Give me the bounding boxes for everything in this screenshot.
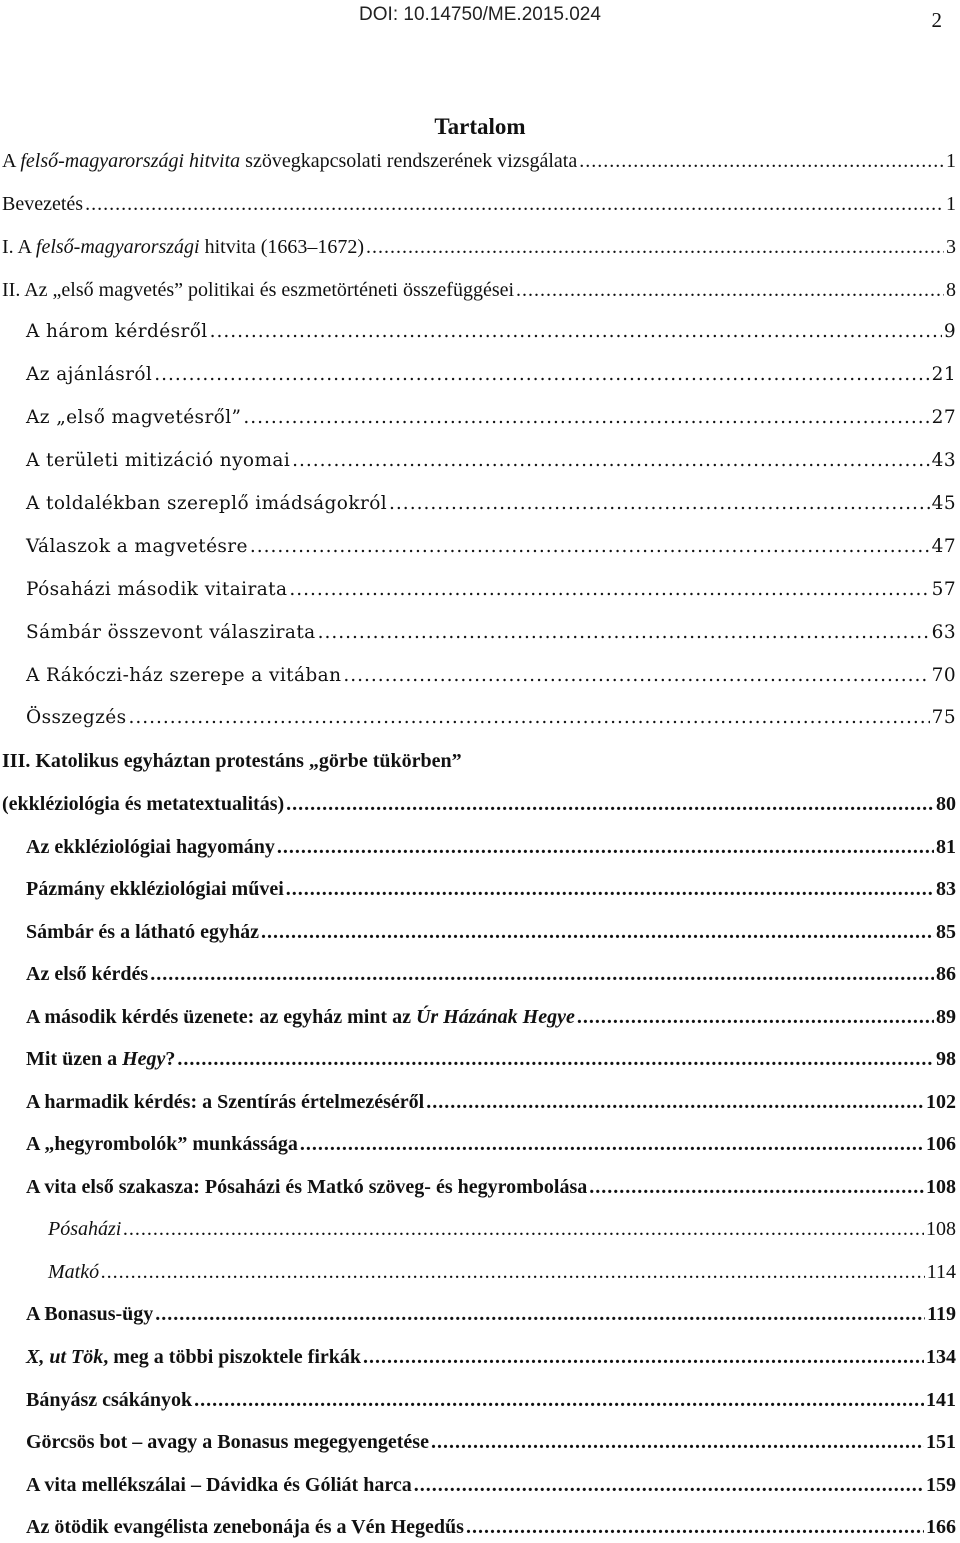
dot-leader [123, 1214, 924, 1244]
toc-entry-label: Pázmány ekkléziológiai művei [26, 878, 284, 900]
toc-entry[interactable] [0, 1129, 960, 1159]
toc-entry-label: Az ajánlásról [26, 364, 153, 385]
dot-leader [516, 275, 944, 305]
dot-leader [389, 489, 930, 519]
dot-leader [366, 232, 944, 262]
toc-entry-page: 85 [936, 921, 956, 943]
toc-entry-label-italic: Hegy [122, 1048, 166, 1070]
toc-entry[interactable] [0, 1385, 960, 1415]
dot-leader [250, 532, 930, 562]
toc-entry-page: 134 [926, 1346, 956, 1368]
toc-entry-label: II. Az „első magvetés” politikai és eszmetörténeti összefüggései [2, 279, 515, 301]
toc-entry-page: 3 [946, 236, 956, 258]
toc-entry[interactable] [0, 917, 960, 947]
toc-entry-page: 106 [926, 1133, 956, 1155]
dot-leader [101, 1257, 925, 1287]
toc-entry-label: A Rákóczi-ház szerepe a vitában [26, 665, 342, 686]
toc-entry[interactable] [0, 618, 960, 648]
toc-entry-label: , meg a többi piszoktele firkák [103, 1346, 362, 1368]
toc-entry-label: Pósaházi [48, 1218, 122, 1240]
toc-entry[interactable] [0, 575, 960, 605]
toc-entry-page: 119 [927, 1303, 956, 1325]
dot-leader [292, 446, 930, 476]
toc-entry-heading[interactable] [0, 746, 960, 776]
dot-leader [150, 959, 934, 989]
toc-entry-label: A harmadik kérdés: a Szentírás értelmezéséről [26, 1091, 425, 1113]
toc-entry[interactable] [0, 789, 960, 819]
toc-entry-page: 86 [936, 963, 956, 985]
toc-entry-page: 1 [946, 150, 956, 172]
toc-entry-label: A toldalékban szereplő imádságokról [26, 493, 388, 514]
toc-entry-page: 80 [936, 793, 956, 815]
dot-leader [466, 1512, 924, 1542]
toc-entry-page: 45 [931, 493, 956, 514]
dot-leader [318, 618, 930, 648]
dot-leader [579, 146, 944, 176]
toc-entry-page: 166 [926, 1516, 956, 1538]
toc-entry-page: 151 [926, 1431, 956, 1453]
dot-leader [414, 1470, 924, 1500]
toc-entry[interactable] [0, 489, 960, 519]
toc-entry[interactable] [0, 232, 960, 262]
toc-entry-label-italic: X, ut Tök [26, 1346, 104, 1368]
toc-entry[interactable] [0, 446, 960, 476]
toc-entry-label-italic: felső-magyarországi hitvita [20, 150, 241, 172]
toc-entry-page: 70 [931, 665, 956, 686]
doi-header: DOI: 10.14750/ME.2015.024 [359, 4, 601, 25]
toc-entry-page: 27 [931, 407, 956, 428]
toc-entry[interactable] [0, 959, 960, 989]
toc-entry-label: ? [165, 1048, 176, 1070]
toc-entry-page: 159 [926, 1474, 956, 1496]
toc-entry[interactable] [0, 1214, 960, 1244]
toc-entry-label: A második kérdés üzenete: az egyház mint az [26, 1006, 416, 1028]
toc-entry-page: 1 [946, 193, 956, 215]
dot-leader [154, 360, 929, 390]
toc-entry[interactable] [0, 1172, 960, 1202]
page-number: 2 [931, 8, 942, 32]
dot-leader [363, 1342, 924, 1372]
toc-entry-label: Az ötödik evangélista zenebonája és a Vén Hegedűs [26, 1516, 464, 1538]
toc-entry-label: I. A [2, 236, 36, 258]
toc-entry[interactable] [0, 1342, 960, 1372]
dot-leader [286, 789, 934, 819]
toc-entry[interactable] [0, 403, 960, 433]
dot-leader [431, 1427, 924, 1457]
toc-entry[interactable] [0, 1512, 960, 1542]
toc-entry-label: Pósaházi második vitairata [26, 579, 288, 600]
toc-entry-page: 81 [936, 836, 956, 858]
toc-entry[interactable] [0, 1002, 960, 1032]
toc-entry-label: A három kérdésről [26, 321, 208, 342]
toc-entry[interactable] [0, 1257, 960, 1287]
dot-leader [289, 575, 929, 605]
toc-entry-label: A vita első szakasza: Pósaházi és Matkó szöveg- és hegyrombolása [26, 1176, 588, 1198]
toc-entry-page: 89 [936, 1006, 956, 1028]
toc-entry-label: Matkó [48, 1261, 100, 1283]
dot-leader [128, 703, 929, 733]
toc-entry[interactable] [0, 146, 960, 176]
toc-entry-page: 21 [931, 364, 956, 385]
toc-entry-label: Mit üzen a [26, 1048, 123, 1070]
toc-entry[interactable] [0, 532, 960, 562]
toc-entry[interactable] [0, 189, 960, 219]
toc-entry-label: Görcsös bot – avagy a Bonasus megegyengetése [26, 1431, 429, 1453]
toc-entry[interactable] [0, 317, 960, 347]
toc-entry-label: Az ekkléziológiai hagyomány [26, 836, 275, 858]
toc-entry-label: Az „első magvetésről” [26, 407, 242, 428]
toc-entry-page: 9 [943, 321, 956, 342]
toc-entry[interactable] [0, 1044, 960, 1074]
dot-leader [426, 1087, 924, 1117]
toc-entry-label-italic: Úr Házának Hegye [415, 1006, 575, 1028]
toc-entry-page: 108 [926, 1176, 956, 1198]
toc-entry-page: 141 [926, 1389, 956, 1411]
toc-entry[interactable] [0, 832, 960, 862]
toc-entry-page: 47 [931, 536, 956, 557]
toc-entry[interactable] [0, 661, 960, 691]
toc-entry-label: Válaszok a magvetésre [26, 536, 248, 557]
toc-entry-label: III. Katolikus egyháztan protestáns „görbe tükörben” [2, 750, 462, 772]
toc-entry-page: 98 [936, 1048, 956, 1070]
dot-leader [286, 874, 934, 904]
toc-entry-label: Sámbár és a látható egyház [26, 921, 259, 943]
toc-entry[interactable] [0, 874, 960, 904]
toc-entry-label: Bányász csákányok [26, 1389, 193, 1411]
toc-entry-label: hitvita (1663–1672) [199, 236, 365, 258]
toc-entry-label: A területi mitizáció nyomai [26, 450, 291, 471]
toc-entry-label: Sámbár összevont válaszirata [26, 622, 316, 643]
dot-leader [243, 403, 929, 433]
dot-leader [343, 661, 929, 691]
toc-entry-label: Bevezetés [2, 193, 84, 215]
dot-leader [277, 832, 934, 862]
toc-entry-label: A [2, 150, 21, 172]
toc-entry-page: 102 [926, 1091, 956, 1113]
dot-leader [177, 1044, 934, 1074]
toc-entry[interactable] [0, 1427, 960, 1457]
toc-entry-page: 75 [931, 707, 956, 728]
toc-entry-label: szövegkapcsolati rendszerének vizsgálata [240, 150, 578, 172]
dot-leader [300, 1129, 924, 1159]
dot-leader [261, 917, 934, 947]
toc-entry[interactable] [0, 1087, 960, 1117]
toc-entry[interactable] [0, 275, 960, 305]
toc-entry-page: 83 [936, 878, 956, 900]
toc-entry-label: A vita mellékszálai – Dávidka és Góliát harca [26, 1474, 412, 1496]
dot-leader [194, 1385, 924, 1415]
toc-entry-page: 8 [946, 279, 956, 301]
dot-leader [85, 189, 944, 219]
toc-title: Tartalom [434, 114, 526, 139]
toc-entry-page: 108 [926, 1218, 956, 1240]
toc-entry-label: Összegzés [26, 707, 127, 728]
dot-leader [577, 1002, 934, 1032]
toc-entry-label: Az első kérdés [26, 963, 149, 985]
dot-leader [210, 317, 942, 347]
toc-entry-label: (ekkléziológia és metatextualitás) [2, 793, 285, 815]
toc-entry[interactable] [0, 703, 960, 733]
toc-entry-page: 63 [931, 622, 956, 643]
toc-entry-page: 57 [931, 579, 956, 600]
dot-leader [589, 1172, 924, 1202]
toc-entry-page: 43 [931, 450, 956, 471]
toc-entry-label: A Bonasus-ügy [26, 1303, 154, 1325]
toc-entry[interactable] [0, 360, 960, 390]
toc-entry[interactable] [0, 1470, 960, 1500]
toc-entry-page: 114 [926, 1261, 956, 1283]
toc-entry-label: A „hegyrombolók” munkássága [26, 1133, 298, 1155]
toc-entry[interactable] [0, 1299, 960, 1329]
dot-leader [155, 1299, 925, 1329]
toc-entry-label-italic: felső-magyarországi [35, 236, 200, 258]
